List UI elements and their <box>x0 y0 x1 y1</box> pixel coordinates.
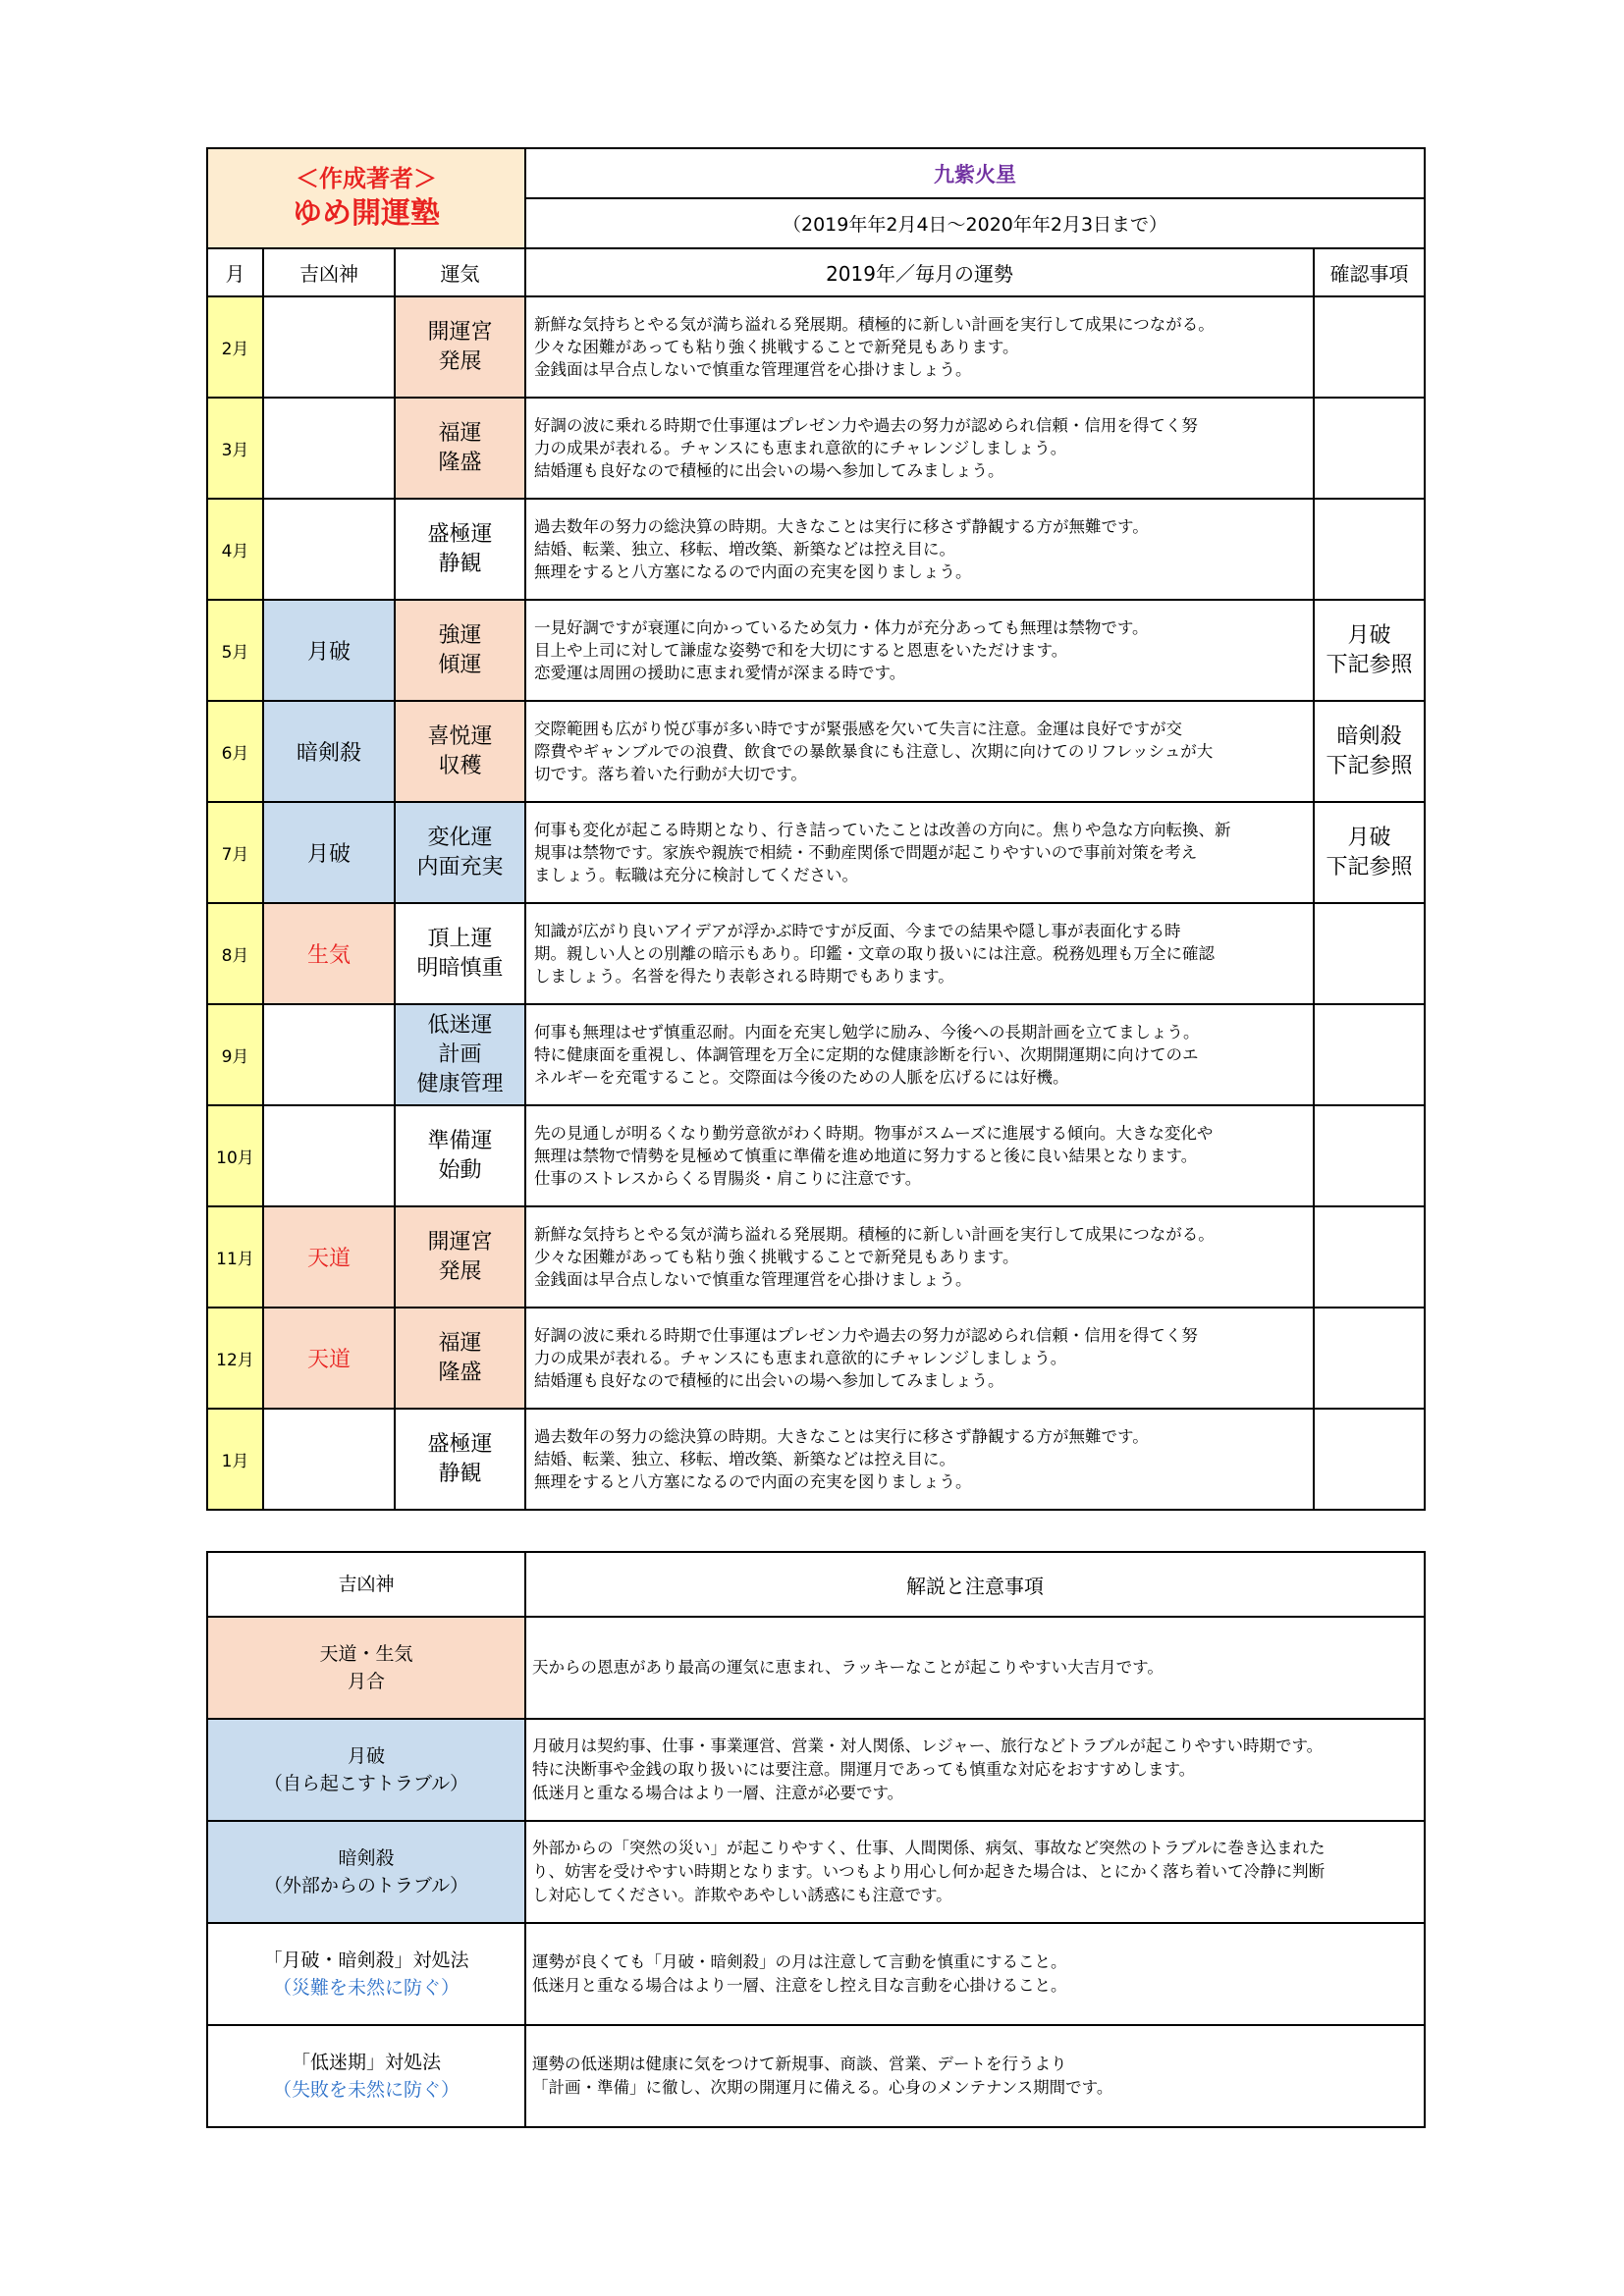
star-period: （2019年年2月4日～2020年年2月3日まで） <box>525 198 1425 248</box>
legend-row <box>207 1821 1425 1923</box>
month-row <box>207 903 1425 1004</box>
header-unki: 運気 <box>395 248 525 296</box>
legend-god: 「月破・暗剣殺」対処法 （災難を未然に防ぐ） <box>207 1923 525 2025</box>
month-cell: 9月 <box>207 1004 263 1105</box>
kichikyo-cell: 天道 <box>263 1308 395 1409</box>
unki-cell: 強運 傾運 <box>395 600 525 701</box>
fortune-text: 知識が広がり良いアイデアが浮かぶ時ですが反面、今までの結果や隠し事が表面化する時 期。親しい人との別離の暗示もあり。印鑑・文章の取り扱いには注意。税務処理も万全に確認 しましょう。名誉を得たり表彰される時期でもあります。 <box>525 903 1314 1004</box>
header-fortune: 2019年／毎月の運勢 <box>525 248 1314 296</box>
month-cell: 10月 <box>207 1105 263 1206</box>
fortune-table <box>206 147 1426 1511</box>
kichikyo-cell: 暗剣殺 <box>263 701 395 802</box>
legend-row <box>207 1617 1425 1719</box>
month-cell: 7月 <box>207 802 263 903</box>
kichikyo-cell: 月破 <box>263 600 395 701</box>
check-cell: 暗剣殺 下記参照 <box>1314 701 1425 802</box>
kichikyo-cell <box>263 1105 395 1206</box>
header-check: 確認事項 <box>1314 248 1425 296</box>
check-cell <box>1314 1409 1425 1510</box>
month-cell: 12月 <box>207 1308 263 1409</box>
fortune-text: 何事も無理はせず慎重忍耐。内面を充実し勉学に励み、今後への長期計画を立てましょう。 特に健康面を重視し、体調管理を万全に定期的な健康診断を行い、次期開運期に向けてのエ ネルギーを充電すること。交際面は今後のための人脈を広げるには好機。 <box>525 1004 1314 1105</box>
month-row <box>207 1004 1425 1105</box>
legend-desc: 外部からの「突然の災い」が起こりやすく、仕事、人間関係、病気、事故など突然のトラブルに巻き込まれた り、妨害を受けやすい時期となります。いつもより用心し何か起きた場合は、とにかく落ち着いて冷静に判断 し対応してください。詐欺やあやしい誘惑にも注意です。 <box>525 1821 1425 1923</box>
month-row <box>207 296 1425 398</box>
legend-row <box>207 1719 1425 1821</box>
legend-god: 「低迷期」対処法 （失敗を未然に防ぐ） <box>207 2025 525 2127</box>
fortune-text: 好調の波に乗れる時期で仕事運はプレゼン力や過去の努力が認められ信頼・信用を得てく努 力の成果が表れる。チャンスにも恵まれ意欲的にチャレンジしましょう。 結婚運も良好なので積極的に出会いの場へ参加してみましょう。 <box>525 1308 1314 1409</box>
fortune-text: 新鮮な気持ちとやる気が満ち溢れる発展期。積極的に新しい計画を実行して成果につながる。 少々な困難があっても粘り強く挑戦することで新発見もあります。 金銭面は早合点しないで慎重な管理運営を心掛けましょう。 <box>525 1206 1314 1308</box>
check-cell <box>1314 1004 1425 1105</box>
month-cell: 11月 <box>207 1206 263 1308</box>
fortune-text: 先の見通しが明るくなり勤労意欲がわく時期。物事がスムーズに進展する傾向。大きな変化や 無理は禁物で情勢を見極めて慎重に準備を進め地道に努力すると後に良い結果となります。 仕事のストレスからくる胃腸炎・肩こりに注意です。 <box>525 1105 1314 1206</box>
legend-desc: 天からの恩恵があり最高の運気に恵まれ、ラッキーなことが起こりやすい大吉月です。 <box>525 1617 1425 1719</box>
month-row <box>207 600 1425 701</box>
month-row <box>207 701 1425 802</box>
legend-god: 月破 （自ら起こすトラブル） <box>207 1719 525 1821</box>
check-cell <box>1314 1308 1425 1409</box>
unki-cell: 低迷運 計画 健康管理 <box>395 1004 525 1105</box>
kichikyo-cell <box>263 1004 395 1105</box>
header-kichikyo: 吉凶神 <box>263 248 395 296</box>
author-name: ゆめ開運塾 <box>293 196 441 231</box>
unki-cell: 盛極運 静観 <box>395 499 525 600</box>
legend-row <box>207 2025 1425 2127</box>
unki-cell: 変化運 内面充実 <box>395 802 525 903</box>
kichikyo-cell: 月破 <box>263 802 395 903</box>
unki-cell: 福運 隆盛 <box>395 398 525 499</box>
month-cell: 4月 <box>207 499 263 600</box>
month-row <box>207 802 1425 903</box>
legend-god: 暗剣殺 （外部からのトラブル） <box>207 1821 525 1923</box>
check-cell: 月破 下記参照 <box>1314 802 1425 903</box>
check-cell <box>1314 296 1425 398</box>
check-cell <box>1314 1105 1425 1206</box>
unki-cell: 福運 隆盛 <box>395 1308 525 1409</box>
star-name: 九紫火星 <box>525 148 1425 198</box>
fortune-text: 一見好調ですが衰運に向かっているため気力・体力が充分あっても無理は禁物です。 目上や上司に対して謙虚な姿勢で和を大切にすると恩恵をいただけます。 恋愛運は周囲の援助に恵まれ愛情が深まる時です。 <box>525 600 1314 701</box>
check-cell: 月破 下記参照 <box>1314 600 1425 701</box>
month-row <box>207 499 1425 600</box>
kichikyo-cell <box>263 296 395 398</box>
unki-cell: 開運宮 発展 <box>395 1206 525 1308</box>
author-cell <box>207 148 525 248</box>
author-label: ＜作成著者＞ <box>296 165 438 192</box>
month-row <box>207 1105 1425 1206</box>
fortune-text: 何事も変化が起こる時期となり、行き詰っていたことは改善の方向に。焦りや急な方向転換、新 規事は禁物です。家族や親族で相続・不動産関係で問題が起こりやすいので事前対策を考え ましょう。転職は充分に検討してください。 <box>525 802 1314 903</box>
legend-desc: 運勢の低迷期は健康に気をつけて新規事、商談、営業、デートを行うより 「計画・準備」に徹し、次期の開運月に備える。心身のメンテナンス期間です。 <box>525 2025 1425 2127</box>
check-cell <box>1314 499 1425 600</box>
unki-cell: 準備運 始動 <box>395 1105 525 1206</box>
legend-god: 天道・生気 月合 <box>207 1617 525 1719</box>
legend-header-god: 吉凶神 <box>207 1552 525 1617</box>
kichikyo-cell <box>263 499 395 600</box>
month-cell: 2月 <box>207 296 263 398</box>
fortune-text: 新鮮な気持ちとやる気が満ち溢れる発展期。積極的に新しい計画を実行して成果につながる。 少々な困難があっても粘り強く挑戦することで新発見もあります。 金銭面は早合点しないで慎重な管理運営を心掛けましょう。 <box>525 296 1314 398</box>
legend-desc: 月破月は契約事、仕事・事業運営、営業・対人関係、レジャー、旅行などトラブルが起こりやすい時期です。 特に決断事や金銭の取り扱いには要注意。開運月であっても慎重な対応をおすすめします。 低迷月と重なる場合はより一層、注意が必要です。 <box>525 1719 1425 1821</box>
month-cell: 5月 <box>207 600 263 701</box>
legend-table <box>206 1551 1426 2128</box>
month-row <box>207 1409 1425 1510</box>
legend-desc: 運勢が良くても「月破・暗剣殺」の月は注意して言動を慎重にすること。 低迷月と重なる場合はより一層、注意をし控え目な言動を心掛けること。 <box>525 1923 1425 2025</box>
fortune-text: 過去数年の努力の総決算の時期。大きなことは実行に移さず静観する方が無難です。 結婚、転業、独立、移転、増改築、新築などは控え目に。 無理をすると八方塞になるので内面の充実を図りましょう。 <box>525 499 1314 600</box>
check-cell <box>1314 398 1425 499</box>
unki-cell: 頂上運 明暗慎重 <box>395 903 525 1004</box>
fortune-text: 過去数年の努力の総決算の時期。大きなことは実行に移さず静観する方が無難です。 結婚、転業、独立、移転、増改築、新築などは控え目に。 無理をすると八方塞になるので内面の充実を図りましょう。 <box>525 1409 1314 1510</box>
month-cell: 3月 <box>207 398 263 499</box>
check-cell <box>1314 903 1425 1004</box>
kichikyo-cell: 天道 <box>263 1206 395 1308</box>
month-row <box>207 1206 1425 1308</box>
kichikyo-cell <box>263 398 395 499</box>
month-cell: 8月 <box>207 903 263 1004</box>
month-row <box>207 1308 1425 1409</box>
month-row <box>207 398 1425 499</box>
month-cell: 1月 <box>207 1409 263 1510</box>
unki-cell: 盛極運 静観 <box>395 1409 525 1510</box>
fortune-text: 交際範囲も広がり悦び事が多い時ですが緊張感を欠いて失言に注意。金運は良好ですが交 際費やギャンブルでの浪費、飲食での暴飲暴食にも注意し、次期に向けてのリフレッシュが大 切です。落ち着いた行動が大切です。 <box>525 701 1314 802</box>
check-cell <box>1314 1206 1425 1308</box>
kichikyo-cell <box>263 1409 395 1510</box>
legend-header-desc: 解説と注意事項 <box>525 1552 1425 1617</box>
unki-cell: 開運宮 発展 <box>395 296 525 398</box>
legend-row <box>207 1923 1425 2025</box>
month-cell: 6月 <box>207 701 263 802</box>
fortune-text: 好調の波に乗れる時期で仕事運はプレゼン力や過去の努力が認められ信頼・信用を得てく努 力の成果が表れる。チャンスにも恵まれ意欲的にチャレンジしましょう。 結婚運も良好なので積極的に出会いの場へ参加してみましょう。 <box>525 398 1314 499</box>
header-month: 月 <box>207 248 263 296</box>
kichikyo-cell: 生気 <box>263 903 395 1004</box>
unki-cell: 喜悦運 収穫 <box>395 701 525 802</box>
